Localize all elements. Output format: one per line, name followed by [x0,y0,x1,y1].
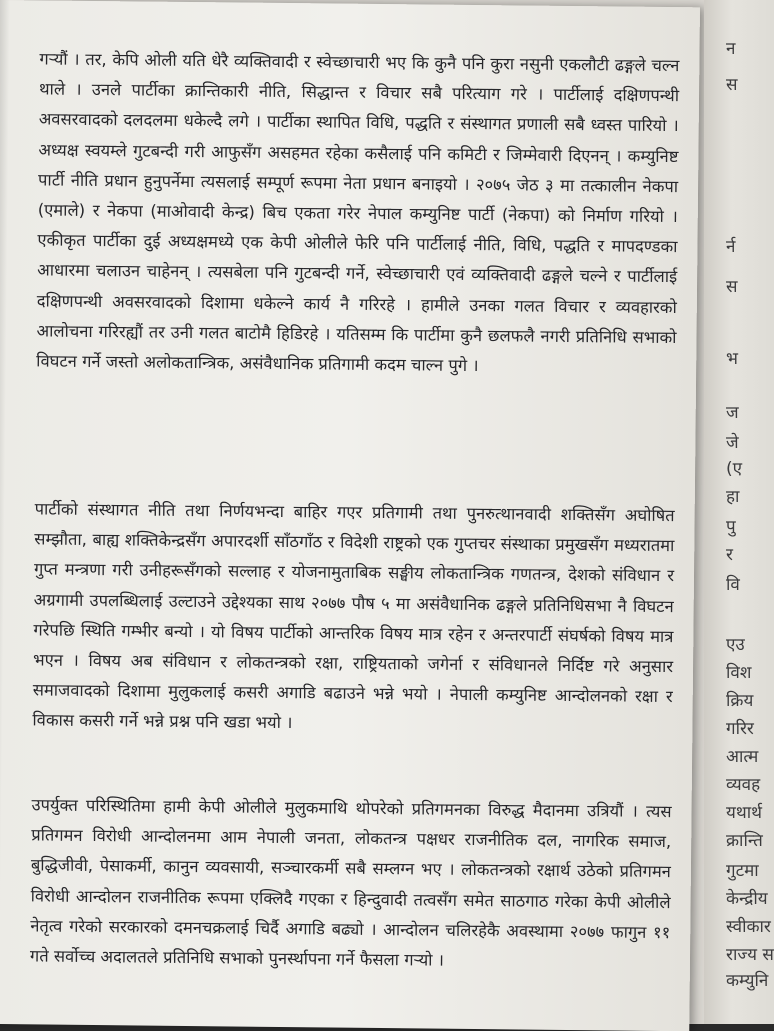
adjacent-fragment: र्न [726,237,736,257]
adjacent-fragment: स्वीकार [726,917,771,937]
adjacent-fragment: कम्युनि [726,971,769,991]
adjacent-fragment: क्रिय [726,691,754,711]
adjacent-fragment: न [726,39,736,59]
paragraph-3: उपर्युक्त परिस्थितिमा हामी केपी ओलीले मुलुकमाथि थोपरेको प्रतिगमनका विरुद्ध मैदानमा उत्रियौं । त्यस प्रतिगमन विरोधी आन्दोलनमा आम नेपाली जनता, लोकतन्त्र पक्षधर राजनीतिक दल, नागरिक समाज, बुद्धिजीवी, पेसाकर्मी, कानुन व्यवसायी, सञ्चारकर्मी सबै सम्लग्न भए । लोकतन्त्रको रक्षार्थ उठेको प्रतिगमन विरोधी आन्दोलन राजनीतिक रूपमा एक्लिदै गएका र हिन्दुवादी तत्वसँग समेत साठगाठ गरेका केपी ओलीले नेतृत्व गरेको सरकारको दमनचक्रलाई चिर्दै अगाडि बढ्यो । आन्दोलन चलिरहेकै अवस्थामा २०७७ फागुन ११ गते सर्वोच्च अदालतले प्रतिनिधि सभाको पुनर्स्थापना गर्ने फैसला गऱ्यो । [29,795,672,970]
adjacent-fragment: र [726,545,733,565]
adjacent-fragment: एउ [726,635,745,655]
adjacent-fragment: जे [726,433,739,453]
adjacent-fragment: हा [726,487,740,507]
adjacent-fragment: वि [726,575,740,595]
adjacent-fragment: क्रान्ति [726,831,763,851]
adjacent-fragment: विश [726,663,752,683]
adjacent-fragment: गुटमा [726,861,759,881]
adjacent-fragment: स [726,75,738,95]
adjacent-fragment: व्यवह [726,775,761,795]
adjacent-page [704,0,774,1024]
adjacent-fragment: स [726,277,738,297]
adjacent-fragment: यथार्थ [726,803,762,823]
adjacent-fragment: (ए [726,459,743,479]
adjacent-fragment: पु [726,517,736,537]
adjacent-fragment: राज्य स [726,945,774,965]
paragraph-2: पार्टीको संस्थागत नीति तथा निर्णयभन्दा बाहिर गएर प्रतिगामी तथा पुनरुत्थानवादी शक्तिसँग अघोषित सम्झौता, बाह्य शक्तिकेन्द्रसँग अपारदर्शी साँठगाँठ र विदेशी राष्ट्रको एक गुप्तचर संस्थाका प्रमुखसँग मध्यरातमा गुप्त मन्त्रणा गरी उनीहरूसँगको सल्लाह र योजनामुताबिक सङ्घीय लोकतान्त्रिक गणतन्त्र, देशको संविधान र अग्रगामी उपलब्धिलाई उल्टाउने उद्देश्यका साथ २०७७ पौष ५ मा असंवैधानिक ढङ्गले प्रतिनिधिसभा नै विघटन गरेपछि स्थिति गम्भीर बन्यो । यो विषय पार्टीको आन्तरिक विषय मात्र रहेन र अन्तरपार्टी संघर्षको विषय मात्र भएन । विषय अब संविधान र लोकतन्त्रको रक्षा, राष्ट्रियताको जगेर्ना र संविधानले निर्दिष्ट गरे अनुसार समाजवादको दिशामा मुलुकलाई कसरी अगाडि बढाउने भन्ने भयो । नेपाली कम्युनिष्ट आन्दोलनको रक्षा र विकास कसरी गर्ने भन्ने प्रश्न पनि खडा भयो । [32,499,675,733]
adjacent-fragment: आत्म [726,747,759,767]
adjacent-fragment: केन्द्रीय [726,889,768,909]
adjacent-fragment: गरिर [726,719,754,739]
adjacent-fragment: भ [726,349,738,369]
adjacent-fragment: ज [726,403,739,423]
paragraph-1: गऱ्यौं । तर, केपि ओली यति धेरै व्यक्तिवादी र स्वेच्छाचारी भए कि कुनै पनि कुरा नसुनी एकलौटी ढङ्गले चल्न थाले । उनले पार्टीका क्रान्तिकारी नीति, सिद्धान्त र विचार सबै परित्याग गरे । पार्टीलाई दक्षिणपन्थी अवसरवादको दलदलमा धकेल्दै लगे । पार्टीका स्थापित विधि, पद्धति र संस्थागत प्रणाली सबै ध्वस्त पारियो । अध्यक्ष स्वयम्ले गुटबन्दी गरी आफुसँग असहमत रहेका कसैलाई पनि कमिटी र जिम्मेवारी दिएनन् । कम्युनिष्ट पार्टी नीति प्रधान हुनुपर्नेमा त्यसलाई सम्पूर्ण रूपमा नेता प्रधान बनाइयो । २०७५ जेठ ३ मा तत्कालीन नेकपा (एमाले) र नेकपा (माओवादी केन्द्र) बिच एकता गरेर नेपाल कम्युनिष्ट पार्टी (नेकपा) को निर्माण गरियो । एकीकृत पार्टीका दुई अध्यक्षमध्ये एक केपी ओलीले फेरि पनि पार्टीलाई नीति, विधि, पद्धति र मापदण्डका आधारमा चलाउन चाहेनन् । त्यसबेला पनि गुटबन्दी गर्ने, स्वेच्छाचारी एवं व्यक्तिवादी ढङ्गले चल्ने र पार्टीलाई दक्षिणपन्थी अवसरवादको दिशामा धकेल्ने कार्य नै गरिरहे । हामीले उनका गलत विचार र व्यवहारको आलोचना गरिरह्यौं तर उनी गलत बाटोमै हिडिरहे । यतिसम्म कि पार्टीमा कुनै छलफलै नगरी प्रतिनिधि सभाको विघटन गर्ने जस्तो अलोकतान्त्रिक, असंवैधानिक प्रतिगामी कदम चाल्न पुगे । [36,49,680,376]
page-fold-shadow [0,0,10,1024]
